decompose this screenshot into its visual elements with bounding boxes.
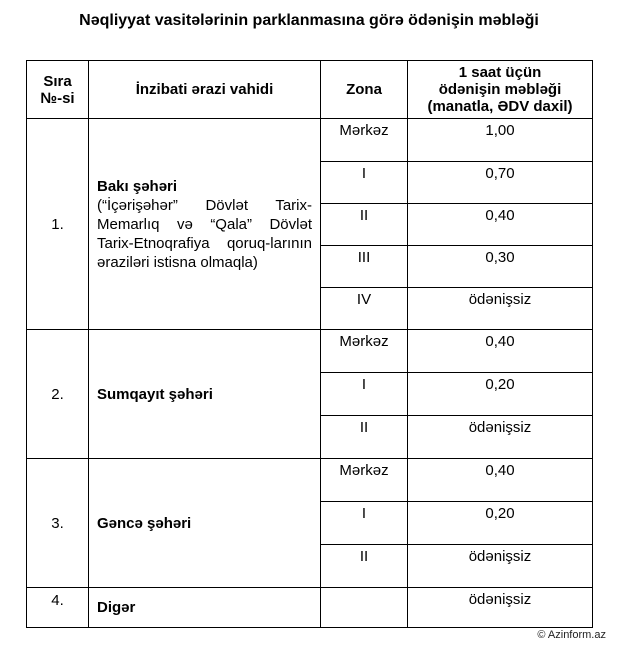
zone-cell: Mərkəz: [321, 119, 408, 162]
unit-name: Sumqayıt şəhəri: [97, 385, 213, 403]
price-cell: 0,20: [408, 502, 593, 545]
zone-cell: III: [321, 246, 408, 288]
unit-name: Gəncə şəhəri: [97, 514, 192, 532]
row-number: 4.: [27, 588, 89, 628]
unit-cell: [89, 588, 321, 628]
price-cell: 0,30: [408, 246, 593, 288]
parking-fee-table: [26, 60, 593, 628]
row-number: 3.: [27, 459, 89, 588]
price-cell: ödənişsiz: [408, 416, 593, 459]
zone-cell: Mərkəz: [321, 330, 408, 373]
price-cell: 0,40: [408, 330, 593, 373]
zone-cell: I: [321, 162, 408, 204]
header-price-line3: (manatla, ƏDV daxil): [427, 98, 573, 115]
header-unit: İnzibati ərazi vahidi: [89, 61, 321, 119]
zone-cell: I: [321, 373, 408, 416]
table-row: [27, 119, 593, 162]
row-number: 2.: [27, 330, 89, 459]
price-cell: 0,70: [408, 162, 593, 204]
row-number: 1.: [27, 119, 89, 330]
header-sira-line2: №-si: [40, 89, 75, 107]
zone-cell: II: [321, 416, 408, 459]
zone-cell: Mərkəz: [321, 459, 408, 502]
unit-name: Bakı şəhəri: [97, 177, 178, 195]
zone-cell: II: [321, 204, 408, 246]
unit-name: Digər: [97, 599, 136, 616]
header-price-line2: ödənişin məbləği: [438, 81, 562, 98]
table-row: [27, 330, 593, 373]
unit-cell: [89, 459, 321, 588]
zone-cell: II: [321, 545, 408, 588]
header-price-line1: 1 saat üçün: [458, 64, 542, 81]
unit-cell: [89, 119, 321, 330]
table-row: [27, 588, 593, 628]
table-row: [27, 459, 593, 502]
zone-cell: [321, 588, 408, 628]
unit-description: (“İçərişəhər” Dövlət Tarix-Memarlıq və “Qala” Dövlət Tarix-Etnoqrafiya qoruq-larının əraziləri istisna olmaqla): [97, 196, 312, 271]
unit-cell: [89, 330, 321, 459]
price-cell: ödənişsiz: [408, 545, 593, 588]
watermark: © Azinform.az: [537, 629, 606, 641]
zone-cell: I: [321, 502, 408, 545]
header-sira-line1: Sıra: [43, 72, 72, 90]
price-cell: 0,20: [408, 373, 593, 416]
header-row: [27, 61, 593, 119]
header-zona: Zona: [321, 61, 408, 119]
header-price: [408, 61, 593, 119]
price-cell: 1,00: [408, 119, 593, 162]
price-cell: ödənişsiz: [408, 588, 593, 628]
zone-cell: IV: [321, 288, 408, 330]
price-cell: ödənişsiz: [408, 288, 593, 330]
document-title: Nəqliyyat vasitələrinin parklanmasına görə ödənişin məbləği: [79, 12, 539, 29]
header-sira: [27, 61, 89, 119]
price-cell: 0,40: [408, 459, 593, 502]
price-cell: 0,40: [408, 204, 593, 246]
